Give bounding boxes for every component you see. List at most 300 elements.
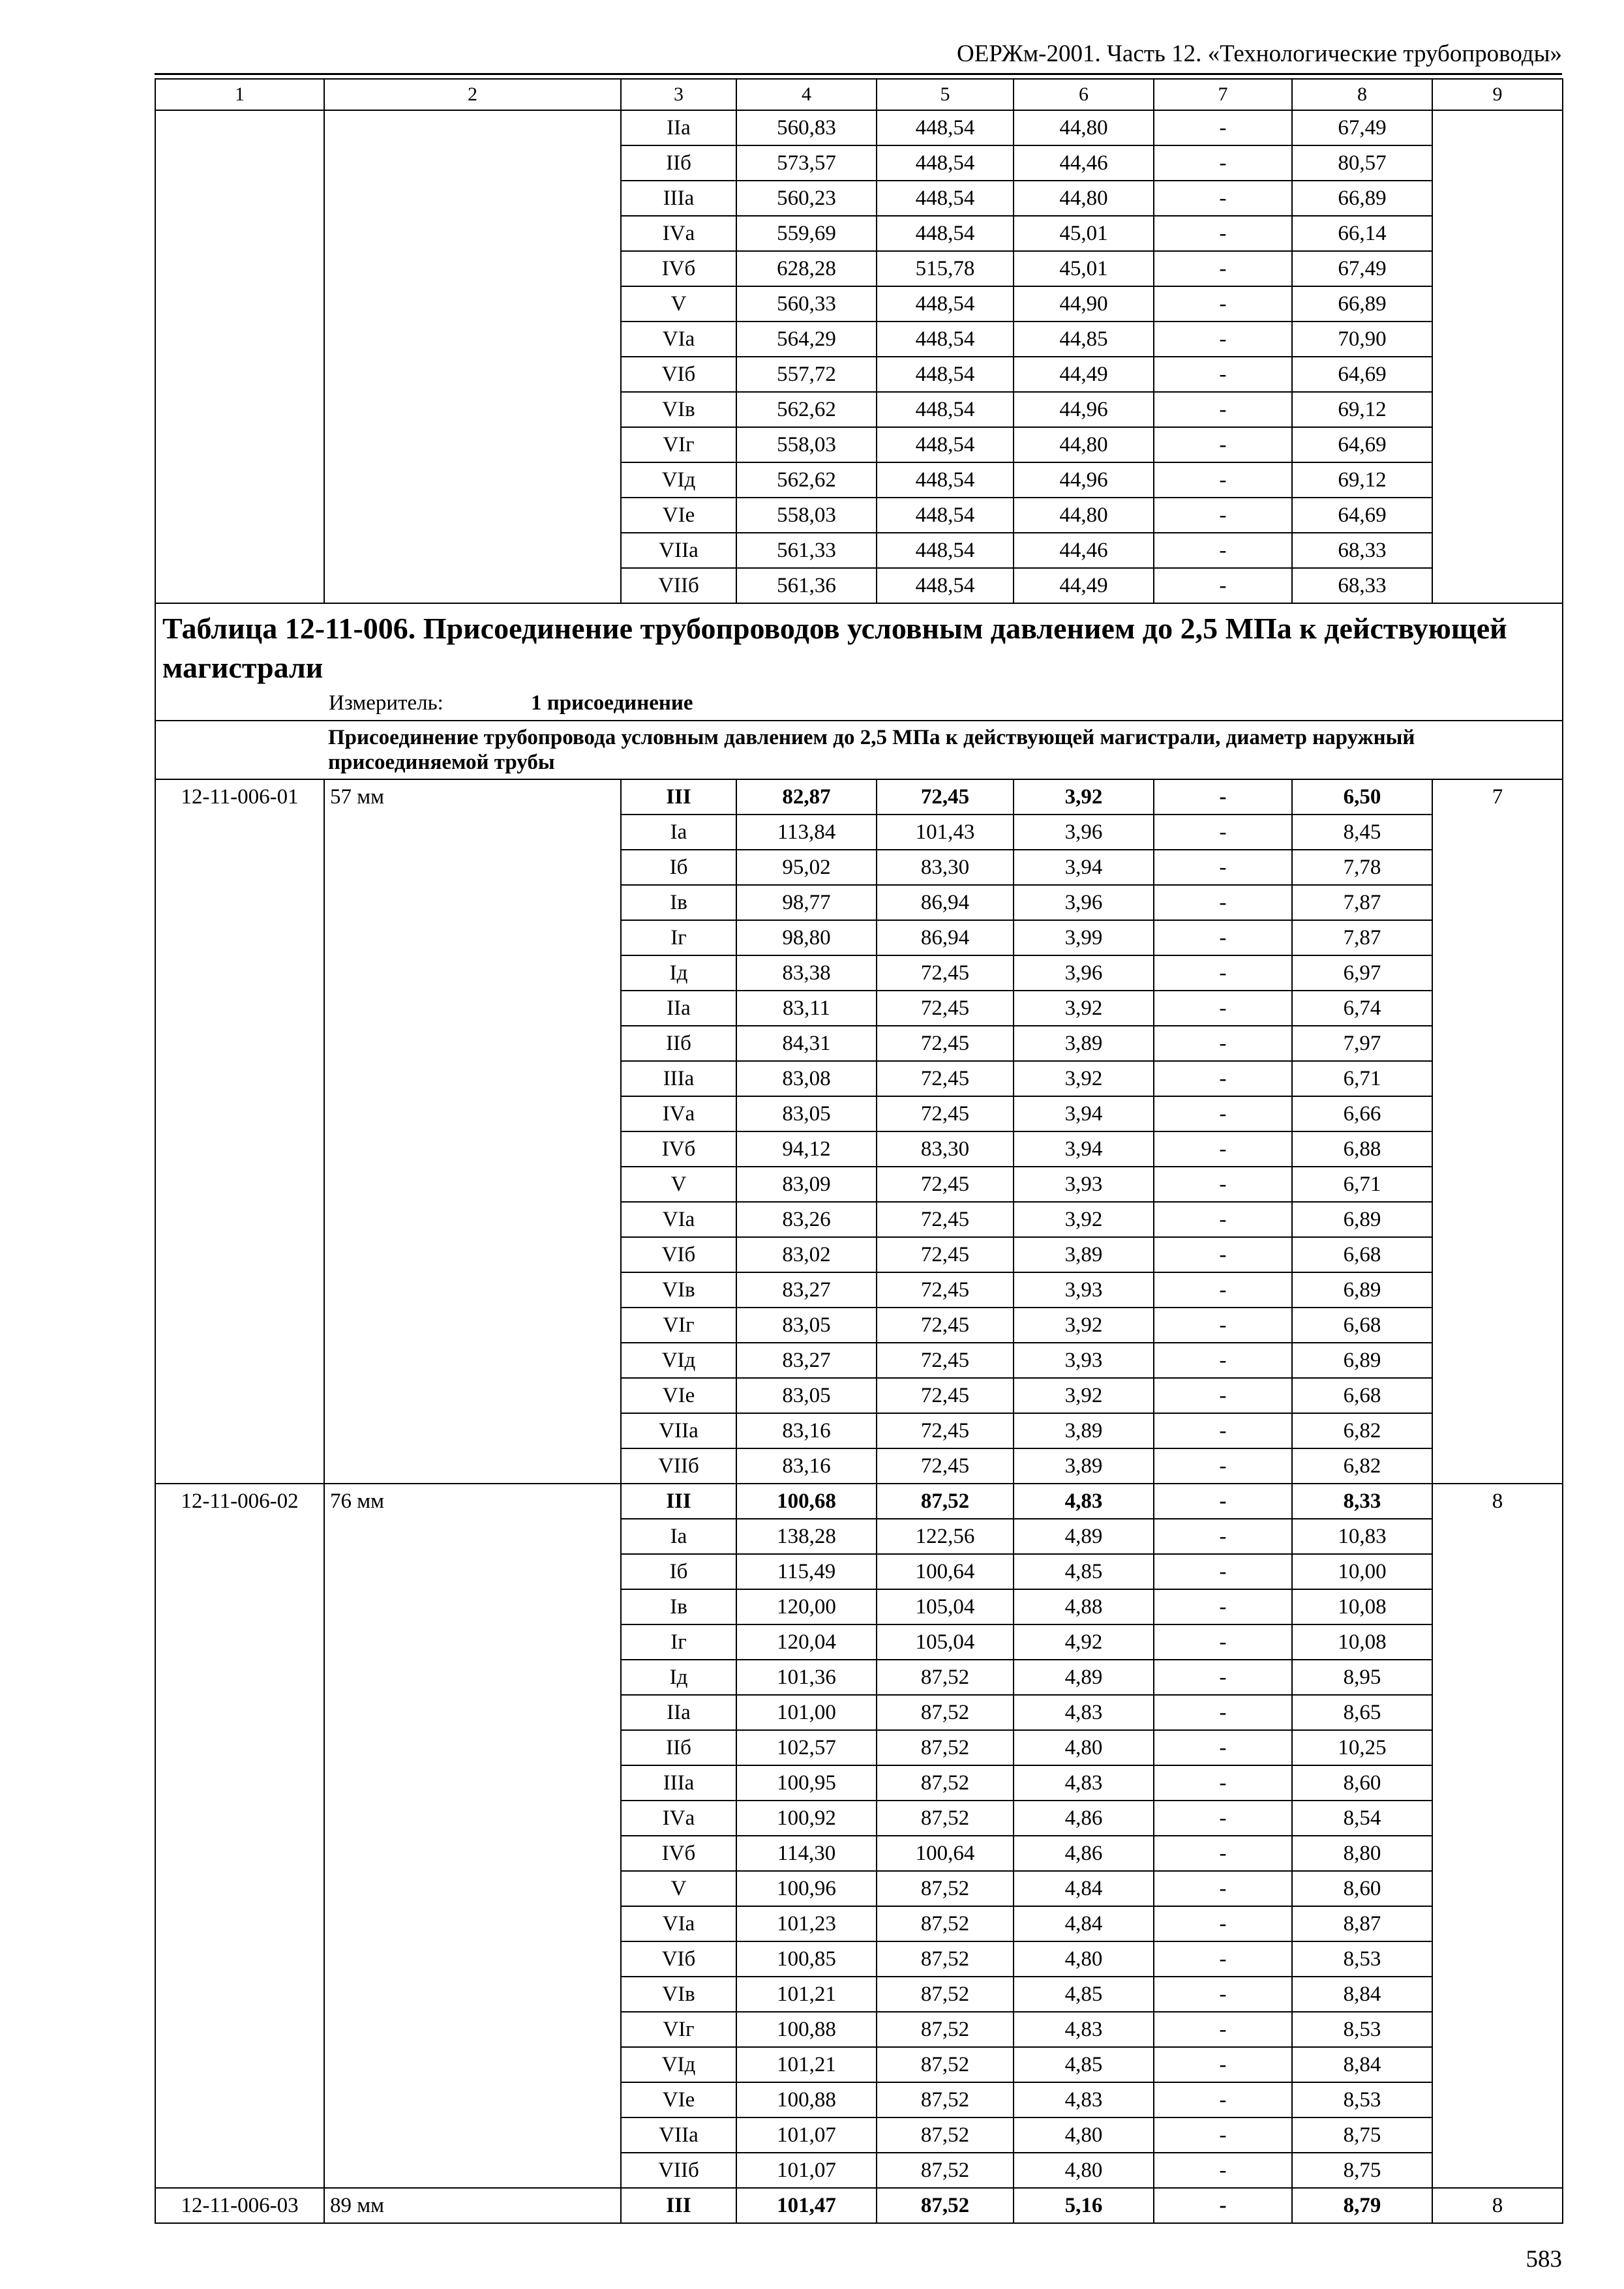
measure-label: Измеритель: (329, 691, 444, 715)
machine-cost-cell: 44,90 (1014, 286, 1154, 322)
machine-cost-cell: 3,96 (1014, 885, 1154, 920)
labor-cost-cell: 72,45 (877, 1167, 1014, 1202)
operator-cost-cell: - (1154, 1378, 1292, 1413)
col9-cell-empty (1432, 110, 1563, 603)
materials-cost-cell: 7,78 (1292, 850, 1432, 885)
labor-cost-cell: 105,04 (877, 1624, 1014, 1660)
materials-cost-cell: 8,33 (1292, 1484, 1432, 1519)
unit-class-cell: VIIа (621, 2117, 736, 2153)
labor-cost-cell: 87,52 (877, 2012, 1014, 2047)
materials-cost-cell: 66,89 (1292, 286, 1432, 322)
machine-cost-cell: 3,92 (1014, 1308, 1154, 1343)
total-cost-cell: 84,31 (736, 1026, 877, 1061)
machine-cost-cell: 4,92 (1014, 1624, 1154, 1660)
total-cost-cell: 83,27 (736, 1343, 877, 1378)
total-cost-cell: 101,47 (736, 2188, 877, 2223)
operator-cost-cell: - (1154, 955, 1292, 991)
materials-cost-cell: 6,50 (1292, 779, 1432, 815)
machine-cost-cell: 3,89 (1014, 1237, 1154, 1272)
operator-cost-cell: - (1154, 920, 1292, 955)
labor-cost-cell: 448,54 (877, 427, 1014, 462)
materials-cost-cell: 10,08 (1292, 1589, 1432, 1624)
measure-value: 1 присоединение (531, 691, 693, 715)
unit-class-cell: IVб (621, 251, 736, 286)
total-cost-cell: 101,23 (736, 1906, 877, 1941)
total-cost-cell: 100,96 (736, 1871, 877, 1906)
labor-cost-cell: 100,64 (877, 1836, 1014, 1871)
materials-cost-cell: 6,89 (1292, 1343, 1432, 1378)
total-cost-cell: 83,16 (736, 1448, 877, 1484)
column-number: 3 (621, 79, 736, 110)
total-cost-cell: 558,03 (736, 427, 877, 462)
total-cost-cell: 573,57 (736, 145, 877, 181)
unit-class-cell: Iг (621, 920, 736, 955)
total-cost-cell: 101,21 (736, 1977, 877, 2012)
labor-cost-cell: 87,52 (877, 1801, 1014, 1836)
materials-cost-cell: 7,97 (1292, 1026, 1432, 1061)
unit-class-cell: Iв (621, 1589, 736, 1624)
operator-cost-cell: - (1154, 2117, 1292, 2153)
operator-cost-cell: - (1154, 1272, 1292, 1308)
unit-class-cell: VIIа (621, 533, 736, 568)
operator-cost-cell: - (1154, 1202, 1292, 1237)
materials-cost-cell: 6,74 (1292, 991, 1432, 1026)
total-cost-cell: 115,49 (736, 1554, 877, 1589)
operator-cost-cell: - (1154, 462, 1292, 498)
operator-cost-cell: - (1154, 1836, 1292, 1871)
operator-cost-cell: - (1154, 1343, 1292, 1378)
total-cost-cell: 83,38 (736, 955, 877, 991)
unit-class-cell: IVа (621, 1801, 736, 1836)
unit-class-cell: VIб (621, 1237, 736, 1272)
machine-cost-cell: 4,89 (1014, 1660, 1154, 1695)
materials-cost-cell: 6,71 (1292, 1061, 1432, 1096)
labor-cost-cell: 105,04 (877, 1589, 1014, 1624)
machine-cost-cell: 3,92 (1014, 991, 1154, 1026)
materials-cost-cell: 80,57 (1292, 145, 1432, 181)
total-cost-cell: 83,27 (736, 1272, 877, 1308)
unit-class-cell: IIа (621, 1695, 736, 1730)
unit-class-cell: V (621, 1871, 736, 1906)
materials-cost-cell: 8,54 (1292, 1801, 1432, 1836)
operator-cost-cell: - (1154, 815, 1292, 850)
unit-class-cell: VIIб (621, 2153, 736, 2188)
labor-cost-cell: 448,54 (877, 322, 1014, 357)
total-cost-cell: 120,00 (736, 1589, 877, 1624)
unit-class-cell: IIIа (621, 1765, 736, 1801)
total-cost-cell: 562,62 (736, 462, 877, 498)
unit-class-cell: VIе (621, 1378, 736, 1413)
operator-cost-cell: - (1154, 1765, 1292, 1801)
operator-cost-cell: - (1154, 885, 1292, 920)
machine-cost-cell: 4,80 (1014, 2153, 1154, 2188)
unit-class-cell: Iд (621, 955, 736, 991)
operator-cost-cell: - (1154, 1801, 1292, 1836)
machine-cost-cell: 44,80 (1014, 498, 1154, 533)
unit-class-cell: Iг (621, 1624, 736, 1660)
labor-cost-cell: 72,45 (877, 1413, 1014, 1448)
machine-cost-cell: 44,80 (1014, 110, 1154, 145)
unit-class-cell: Iа (621, 1519, 736, 1554)
labor-cost-cell: 72,45 (877, 955, 1014, 991)
total-cost-cell: 83,02 (736, 1237, 877, 1272)
labor-cost-cell: 448,54 (877, 110, 1014, 145)
machine-cost-cell: 3,92 (1014, 1061, 1154, 1096)
materials-cost-cell: 64,69 (1292, 498, 1432, 533)
operator-cost-cell: - (1154, 1977, 1292, 2012)
total-cost-cell: 94,12 (736, 1131, 877, 1167)
machine-cost-cell: 3,89 (1014, 1413, 1154, 1448)
machine-cost-cell: 3,92 (1014, 1202, 1154, 1237)
labor-cost-cell: 87,52 (877, 1660, 1014, 1695)
unit-class-cell: IIа (621, 110, 736, 145)
materials-cost-cell: 67,49 (1292, 110, 1432, 145)
labor-cost-cell: 101,43 (877, 815, 1014, 850)
materials-cost-cell: 8,84 (1292, 2047, 1432, 2082)
labor-cost-cell: 72,45 (877, 1202, 1014, 1237)
materials-cost-cell: 8,84 (1292, 1977, 1432, 2012)
code-cell: 12-11-006-03 (155, 2188, 324, 2223)
column-number: 2 (324, 79, 621, 110)
table-title: Таблица 12-11-006. Присоединение трубопроводов условным давлением до 2,5 МПа к действующей магистрали (162, 612, 1507, 684)
operator-cost-cell: - (1154, 1554, 1292, 1589)
rates-table-body (155, 79, 1563, 2223)
materials-cost-cell: 7,87 (1292, 920, 1432, 955)
total-cost-cell: 101,36 (736, 1660, 877, 1695)
operator-cost-cell: - (1154, 1941, 1292, 1977)
materials-cost-cell: 8,53 (1292, 1941, 1432, 1977)
unit-class-cell: VIе (621, 2082, 736, 2117)
machine-cost-cell: 4,85 (1014, 1554, 1154, 1589)
materials-cost-cell: 70,90 (1292, 322, 1432, 357)
col9-cell: 7 (1432, 779, 1563, 1484)
operator-cost-cell: - (1154, 1237, 1292, 1272)
total-cost-cell: 98,80 (736, 920, 877, 955)
labor-cost-cell: 515,78 (877, 251, 1014, 286)
labor-cost-cell: 72,45 (877, 779, 1014, 815)
machine-cost-cell: 3,89 (1014, 1448, 1154, 1484)
machine-cost-cell: 4,85 (1014, 2047, 1154, 2082)
materials-cost-cell: 10,83 (1292, 1519, 1432, 1554)
labor-cost-cell: 448,54 (877, 286, 1014, 322)
labor-cost-cell: 448,54 (877, 145, 1014, 181)
table-row (155, 779, 1563, 815)
operator-cost-cell: - (1154, 427, 1292, 462)
machine-cost-cell: 45,01 (1014, 251, 1154, 286)
total-cost-cell: 100,68 (736, 1484, 877, 1519)
operator-cost-cell: - (1154, 2047, 1292, 2082)
materials-cost-cell: 10,25 (1292, 1730, 1432, 1765)
operator-cost-cell: - (1154, 1871, 1292, 1906)
machine-cost-cell: 4,85 (1014, 1977, 1154, 2012)
labor-cost-cell: 448,54 (877, 533, 1014, 568)
operator-cost-cell: - (1154, 779, 1292, 815)
operator-cost-cell: - (1154, 1167, 1292, 1202)
machine-cost-cell: 44,96 (1014, 462, 1154, 498)
labor-cost-cell: 448,54 (877, 216, 1014, 251)
materials-cost-cell: 6,66 (1292, 1096, 1432, 1131)
operator-cost-cell: - (1154, 1906, 1292, 1941)
total-cost-cell: 138,28 (736, 1519, 877, 1554)
operator-cost-cell: - (1154, 1061, 1292, 1096)
unit-class-cell: IIб (621, 1026, 736, 1061)
materials-cost-cell: 6,89 (1292, 1272, 1432, 1308)
unit-class-cell: Iд (621, 1660, 736, 1695)
total-cost-cell: 560,33 (736, 286, 877, 322)
column-number: 8 (1292, 79, 1432, 110)
labor-cost-cell: 72,45 (877, 1237, 1014, 1272)
machine-cost-cell: 3,96 (1014, 955, 1154, 991)
machine-cost-cell: 3,96 (1014, 815, 1154, 850)
materials-cost-cell: 66,89 (1292, 181, 1432, 216)
materials-cost-cell: 8,87 (1292, 1906, 1432, 1941)
materials-cost-cell: 8,53 (1292, 2082, 1432, 2117)
unit-class-cell: VIв (621, 1272, 736, 1308)
total-cost-cell: 101,00 (736, 1695, 877, 1730)
col9-cell: 8 (1432, 2188, 1563, 2223)
operator-cost-cell: - (1154, 2012, 1292, 2047)
labor-cost-cell: 87,52 (877, 1871, 1014, 1906)
column-number-row (155, 79, 1563, 110)
machine-cost-cell: 4,86 (1014, 1836, 1154, 1871)
unit-class-cell: VIг (621, 2012, 736, 2047)
operator-cost-cell: - (1154, 498, 1292, 533)
unit-class-cell: VIIб (621, 1448, 736, 1484)
machine-cost-cell: 44,49 (1014, 357, 1154, 392)
machine-cost-cell: 3,94 (1014, 1131, 1154, 1167)
table-row (155, 2188, 1563, 2223)
machine-cost-cell: 4,86 (1014, 1801, 1154, 1836)
materials-cost-cell: 8,60 (1292, 1765, 1432, 1801)
machine-cost-cell: 44,80 (1014, 427, 1154, 462)
unit-class-cell: V (621, 1167, 736, 1202)
machine-cost-cell: 44,49 (1014, 568, 1154, 603)
total-cost-cell: 561,36 (736, 568, 877, 603)
rates-table (155, 78, 1563, 2224)
materials-cost-cell: 8,95 (1292, 1660, 1432, 1695)
table-row (155, 1484, 1563, 1519)
table-title-row (155, 603, 1563, 721)
labor-cost-cell: 86,94 (877, 885, 1014, 920)
machine-cost-cell: 3,99 (1014, 920, 1154, 955)
col9-cell: 8 (1432, 1484, 1563, 2188)
materials-cost-cell: 64,69 (1292, 427, 1432, 462)
labor-cost-cell: 122,56 (877, 1519, 1014, 1554)
unit-class-cell: VIе (621, 498, 736, 533)
labor-cost-cell: 87,52 (877, 1977, 1014, 2012)
machine-cost-cell: 3,93 (1014, 1272, 1154, 1308)
unit-class-cell: VIа (621, 1202, 736, 1237)
unit-class-cell: VIд (621, 1343, 736, 1378)
machine-cost-cell: 3,93 (1014, 1343, 1154, 1378)
labor-cost-cell: 86,94 (877, 920, 1014, 955)
machine-cost-cell: 45,01 (1014, 216, 1154, 251)
size-cell: 57 мм (324, 779, 621, 1484)
labor-cost-cell: 72,45 (877, 991, 1014, 1026)
unit-class-cell: VIIб (621, 568, 736, 603)
labor-cost-cell: 87,52 (877, 1765, 1014, 1801)
total-cost-cell: 560,83 (736, 110, 877, 145)
materials-cost-cell: 69,12 (1292, 392, 1432, 427)
unit-class-cell: Iб (621, 1554, 736, 1589)
unit-class-cell: IIа (621, 991, 736, 1026)
unit-class-cell: VIб (621, 1941, 736, 1977)
page-number: 583 (1526, 2246, 1562, 2273)
unit-class-cell: VIг (621, 1308, 736, 1343)
operator-cost-cell: - (1154, 533, 1292, 568)
machine-cost-cell: 4,83 (1014, 1695, 1154, 1730)
unit-class-cell: IIIа (621, 181, 736, 216)
labor-cost-cell: 87,52 (877, 2153, 1014, 2188)
operator-cost-cell: - (1154, 1589, 1292, 1624)
total-cost-cell: 561,33 (736, 533, 877, 568)
materials-cost-cell: 7,87 (1292, 885, 1432, 920)
description-cell: Присоединение трубопровода условным давлением до 2,5 МПа к действующей магистрали, диаметр наружный присоединяемой трубы (155, 721, 1563, 779)
materials-cost-cell: 8,53 (1292, 2012, 1432, 2047)
labor-cost-cell: 72,45 (877, 1272, 1014, 1308)
materials-cost-cell: 8,75 (1292, 2153, 1432, 2188)
materials-cost-cell: 68,33 (1292, 568, 1432, 603)
labor-cost-cell: 87,52 (877, 2188, 1014, 2223)
labor-cost-cell: 448,54 (877, 568, 1014, 603)
total-cost-cell: 562,62 (736, 392, 877, 427)
total-cost-cell: 83,05 (736, 1308, 877, 1343)
unit-class-cell: IVа (621, 1096, 736, 1131)
operator-cost-cell: - (1154, 1695, 1292, 1730)
unit-class-cell: III (621, 779, 736, 815)
operator-cost-cell: - (1154, 1413, 1292, 1448)
total-cost-cell: 83,05 (736, 1096, 877, 1131)
operator-cost-cell: - (1154, 1131, 1292, 1167)
unit-class-cell: VIа (621, 322, 736, 357)
total-cost-cell: 559,69 (736, 216, 877, 251)
materials-cost-cell: 8,80 (1292, 1836, 1432, 1871)
total-cost-cell: 100,88 (736, 2082, 877, 2117)
operator-cost-cell: - (1154, 1308, 1292, 1343)
column-number: 1 (155, 79, 324, 110)
machine-cost-cell: 4,80 (1014, 2117, 1154, 2153)
machine-cost-cell: 44,85 (1014, 322, 1154, 357)
total-cost-cell: 100,85 (736, 1941, 877, 1977)
unit-class-cell: IIб (621, 1730, 736, 1765)
total-cost-cell: 101,07 (736, 2153, 877, 2188)
size-cell: 89 мм (324, 2188, 621, 2223)
machine-cost-cell: 4,88 (1014, 1589, 1154, 1624)
unit-class-cell: IVб (621, 1836, 736, 1871)
materials-cost-cell: 68,33 (1292, 533, 1432, 568)
table-row (155, 110, 1563, 145)
materials-cost-cell: 6,68 (1292, 1378, 1432, 1413)
materials-cost-cell: 6,71 (1292, 1167, 1432, 1202)
total-cost-cell: 83,09 (736, 1167, 877, 1202)
operator-cost-cell: - (1154, 568, 1292, 603)
materials-cost-cell: 66,14 (1292, 216, 1432, 251)
materials-cost-cell: 6,97 (1292, 955, 1432, 991)
materials-cost-cell: 69,12 (1292, 462, 1432, 498)
total-cost-cell: 102,57 (736, 1730, 877, 1765)
operator-cost-cell: - (1154, 2082, 1292, 2117)
operator-cost-cell: - (1154, 286, 1292, 322)
machine-cost-cell: 44,46 (1014, 533, 1154, 568)
total-cost-cell: 100,92 (736, 1801, 877, 1836)
unit-class-cell: III (621, 2188, 736, 2223)
code-cell: 12-11-006-01 (155, 779, 324, 1484)
operator-cost-cell: - (1154, 145, 1292, 181)
labor-cost-cell: 87,52 (877, 1941, 1014, 1977)
total-cost-cell: 83,11 (736, 991, 877, 1026)
total-cost-cell: 560,23 (736, 181, 877, 216)
machine-cost-cell: 4,83 (1014, 1484, 1154, 1519)
code-cell: 12-11-006-02 (155, 1484, 324, 2188)
unit-class-cell: V (621, 286, 736, 322)
materials-cost-cell: 6,88 (1292, 1131, 1432, 1167)
size-cell: 76 мм (324, 1484, 621, 2188)
labor-cost-cell: 87,52 (877, 1730, 1014, 1765)
materials-cost-cell: 10,08 (1292, 1624, 1432, 1660)
unit-class-cell: Iа (621, 815, 736, 850)
materials-cost-cell: 6,68 (1292, 1237, 1432, 1272)
total-cost-cell: 113,84 (736, 815, 877, 850)
materials-cost-cell: 6,89 (1292, 1202, 1432, 1237)
total-cost-cell: 101,21 (736, 2047, 877, 2082)
machine-cost-cell: 44,96 (1014, 392, 1154, 427)
labor-cost-cell: 72,45 (877, 1308, 1014, 1343)
machine-cost-cell: 3,94 (1014, 1096, 1154, 1131)
labor-cost-cell: 448,54 (877, 357, 1014, 392)
total-cost-cell: 101,07 (736, 2117, 877, 2153)
table-title-cell (155, 603, 1563, 721)
operator-cost-cell: - (1154, 1730, 1292, 1765)
labor-cost-cell: 448,54 (877, 498, 1014, 533)
total-cost-cell: 83,08 (736, 1061, 877, 1096)
total-cost-cell: 557,72 (736, 357, 877, 392)
labor-cost-cell: 87,52 (877, 1695, 1014, 1730)
operator-cost-cell: - (1154, 850, 1292, 885)
operator-cost-cell: - (1154, 392, 1292, 427)
machine-cost-cell: 4,83 (1014, 1765, 1154, 1801)
unit-class-cell: VIг (621, 427, 736, 462)
materials-cost-cell: 8,65 (1292, 1695, 1432, 1730)
labor-cost-cell: 87,52 (877, 2082, 1014, 2117)
total-cost-cell: 98,77 (736, 885, 877, 920)
total-cost-cell: 628,28 (736, 251, 877, 286)
total-cost-cell: 100,88 (736, 2012, 877, 2047)
operator-cost-cell: - (1154, 1096, 1292, 1131)
total-cost-cell: 558,03 (736, 498, 877, 533)
machine-cost-cell: 4,84 (1014, 1871, 1154, 1906)
materials-cost-cell: 8,75 (1292, 2117, 1432, 2153)
labor-cost-cell: 72,45 (877, 1378, 1014, 1413)
unit-class-cell: VIв (621, 392, 736, 427)
column-number: 4 (736, 79, 877, 110)
operator-cost-cell: - (1154, 2153, 1292, 2188)
measure-line (162, 690, 1557, 716)
page-header: ОЕРЖм-2001. Часть 12. «Технологические трубопроводы» (957, 40, 1562, 67)
operator-cost-cell: - (1154, 1026, 1292, 1061)
unit-class-cell: VIб (621, 357, 736, 392)
operator-cost-cell: - (1154, 991, 1292, 1026)
description-row (155, 721, 1563, 779)
code-cell-empty (155, 110, 324, 603)
operator-cost-cell: - (1154, 110, 1292, 145)
machine-cost-cell: 3,92 (1014, 1378, 1154, 1413)
header-rule (155, 73, 1562, 75)
unit-class-cell: VIд (621, 2047, 736, 2082)
machine-cost-cell: 44,46 (1014, 145, 1154, 181)
unit-class-cell: IVа (621, 216, 736, 251)
materials-cost-cell: 64,69 (1292, 357, 1432, 392)
labor-cost-cell: 87,52 (877, 1484, 1014, 1519)
